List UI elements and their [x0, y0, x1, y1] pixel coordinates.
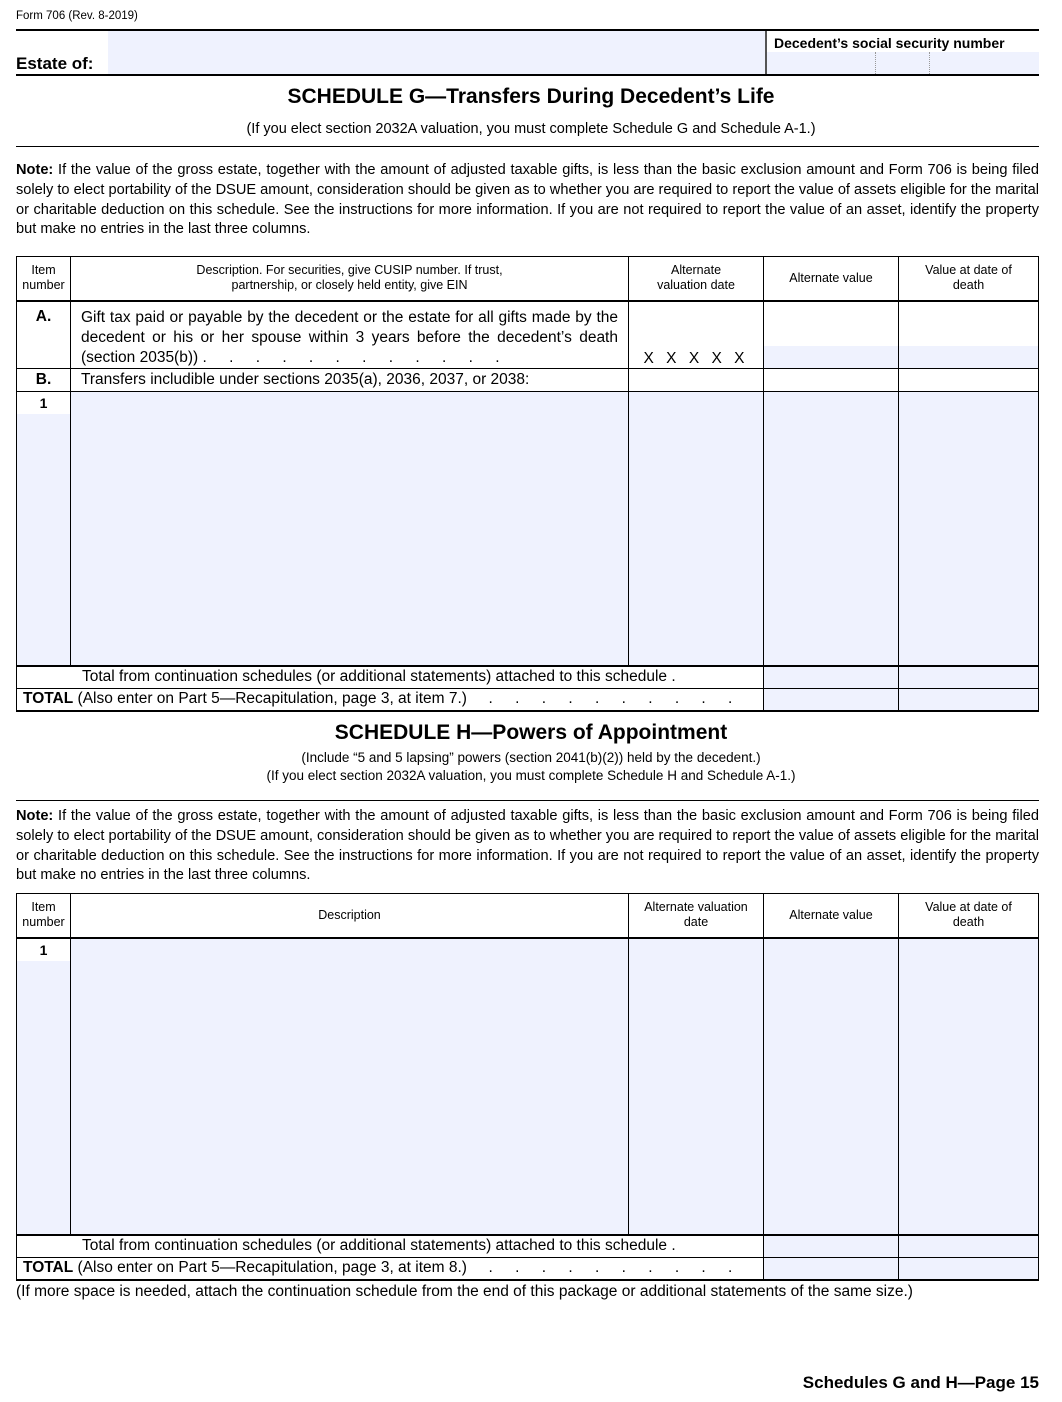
item-description-field[interactable] — [71, 392, 629, 666]
total-value-at-death-field[interactable] — [899, 688, 1039, 711]
note-text: If the value of the gross estate, together with the amount of adjusted taxable gifts, is less than the basic exclusion amount and Form 706 is being filed solely to elect portability of the DSUE amount, consideration should be given as to whether you are required to report the value of assets eligible for the marital or charitable deduction on this schedule. See the instructions for more information. If you are not required to report the value of an asset, identify the property but make no entries in the last three columns. — [16, 162, 1039, 238]
total-label: TOTAL (Also enter on Part 5—Recapitulation, page 3, at item 7.) . . . . . . . . . . — [17, 688, 764, 711]
estate-name-field[interactable] — [108, 31, 765, 74]
header-bottom-rule — [16, 74, 1039, 76]
schedule-g-note — [16, 161, 1039, 240]
total-row — [17, 1257, 1039, 1280]
col-header-alt-value: Alternate value — [764, 257, 899, 301]
schedule-h-note — [16, 807, 1039, 886]
col-header-alt-value: Alternate value — [764, 894, 899, 938]
continuation-alt-value-field[interactable] — [764, 666, 899, 689]
table-header-row — [17, 894, 1039, 938]
table-row-a — [17, 301, 1039, 369]
item-alt-value-field[interactable] — [764, 938, 899, 1235]
divider — [16, 800, 1039, 801]
row-a-alt-date: X X X X X — [629, 301, 764, 369]
item-number-field[interactable]: 1 — [17, 392, 71, 666]
continuation-value-at-death-field[interactable] — [899, 1235, 1039, 1258]
table-header-row — [17, 257, 1039, 301]
item-value-at-death-field[interactable] — [899, 392, 1039, 666]
ssn-label: Decedent’s social security number — [774, 35, 1005, 51]
item-alt-date-field[interactable] — [629, 938, 764, 1235]
row-b-description: Transfers includible under sections 2035(a), 2036, 2037, or 2038: — [71, 369, 629, 392]
total-value-at-death-field[interactable] — [899, 1257, 1039, 1280]
page-label: Schedules G and H—Page 15 — [802, 1373, 1039, 1392]
schedule-g-subtitle: (If you elect section 2032A valuation, you must complete Schedule G and Schedule A-1.) — [246, 121, 816, 137]
estate-label: Estate of: — [16, 54, 94, 73]
total-label: TOTAL (Also enter on Part 5—Recapitulation, page 3, at item 8.) . . . . . . . . . . — [17, 1257, 764, 1280]
note-label: Note: — [16, 162, 54, 178]
item-value-at-death-field[interactable] — [899, 938, 1039, 1235]
col-header-alt-valuation-date: Alternate valuation date — [629, 894, 764, 938]
continuation-alt-value-field[interactable] — [764, 1235, 899, 1258]
col-header-description: Description — [71, 894, 629, 938]
note-text: If the value of the gross estate, together with the amount of adjusted taxable gifts, is less than the basic exclusion amount and Form 706 is being filed solely to elect portability of the DSUE amount, consideration should be given as to whether you are required to report the value of assets eligible for the marital or charitable deduction on this schedule. See the instructions for more information. If you are not required to report the value of an asset, identify the property but make no entries in the last three columns. — [16, 808, 1039, 884]
schedule-h-table — [16, 893, 1039, 1281]
total-alt-value-field[interactable] — [764, 688, 899, 711]
divider — [16, 146, 1039, 147]
row-a-label: A. — [17, 301, 71, 369]
ssn-separator — [875, 52, 876, 74]
total-alt-value-field[interactable] — [764, 1257, 899, 1280]
continuation-value-at-death-field[interactable] — [899, 666, 1039, 689]
col-header-item-number: Item number — [17, 894, 71, 938]
continuation-total-row — [17, 1235, 1039, 1258]
col-header-description: Description. For securities, give CUSIP number. If trust, partnership, or closely held entity, give EIN — [71, 257, 629, 301]
item-alt-date-field[interactable] — [629, 392, 764, 666]
col-header-item-number: Item number — [17, 257, 71, 301]
schedule-g-title: SCHEDULE G—Transfers During Decedent’s Life — [287, 85, 775, 108]
schedule-h-title: SCHEDULE H—Powers of Appointment — [334, 721, 728, 744]
ssn-field[interactable] — [767, 52, 1039, 74]
continuation-total-label: Total from continuation schedules (or additional statements) attached to this schedule . — [17, 666, 764, 689]
continuation-note: (If more space is needed, attach the continuation schedule from the end of this package or additional statements of the same size.) — [16, 1283, 913, 1300]
schedule-h-subtitle-1: (Include “5 and 5 lapsing” powers (section 2041(b)(2)) held by the decedent.) — [301, 750, 761, 765]
item-description-field[interactable] — [71, 938, 629, 1235]
total-row — [17, 688, 1039, 711]
row-a-description: Gift tax paid or payable by the decedent or the estate for all gifts made by the decedent or his or her spouse within 3 years before the decedent’s death (section 2035(b)) . . . . . . . . . . . . — [71, 301, 629, 369]
schedule-h-subtitle-2: (If you elect section 2032A valuation, you must complete Schedule H and Schedule A-1.) — [266, 768, 796, 783]
schedule-g-table — [16, 256, 1039, 712]
continuation-total-label: Total from continuation schedules (or additional statements) attached to this schedule . — [17, 1235, 764, 1258]
table-row-b — [17, 369, 1039, 392]
item-alt-value-field[interactable] — [764, 392, 899, 666]
table-row-item-1 — [17, 392, 1039, 666]
row-a-value-at-death-field[interactable] — [899, 301, 1039, 369]
row-b-label: B. — [17, 369, 71, 392]
note-label: Note: — [16, 808, 54, 824]
table-row-item-1 — [17, 938, 1039, 1235]
item-number-field[interactable]: 1 — [17, 938, 71, 1235]
ssn-separator — [929, 52, 930, 74]
continuation-total-row — [17, 666, 1039, 689]
col-header-value-at-death: Value at date of death — [899, 894, 1039, 938]
row-a-alt-value-field[interactable] — [764, 301, 899, 369]
form-number: Form 706 (Rev. 8-2019) — [16, 10, 138, 22]
col-header-value-at-death: Value at date of death — [899, 257, 1039, 301]
col-header-alt-valuation-date: Alternate valuation date — [629, 257, 764, 301]
